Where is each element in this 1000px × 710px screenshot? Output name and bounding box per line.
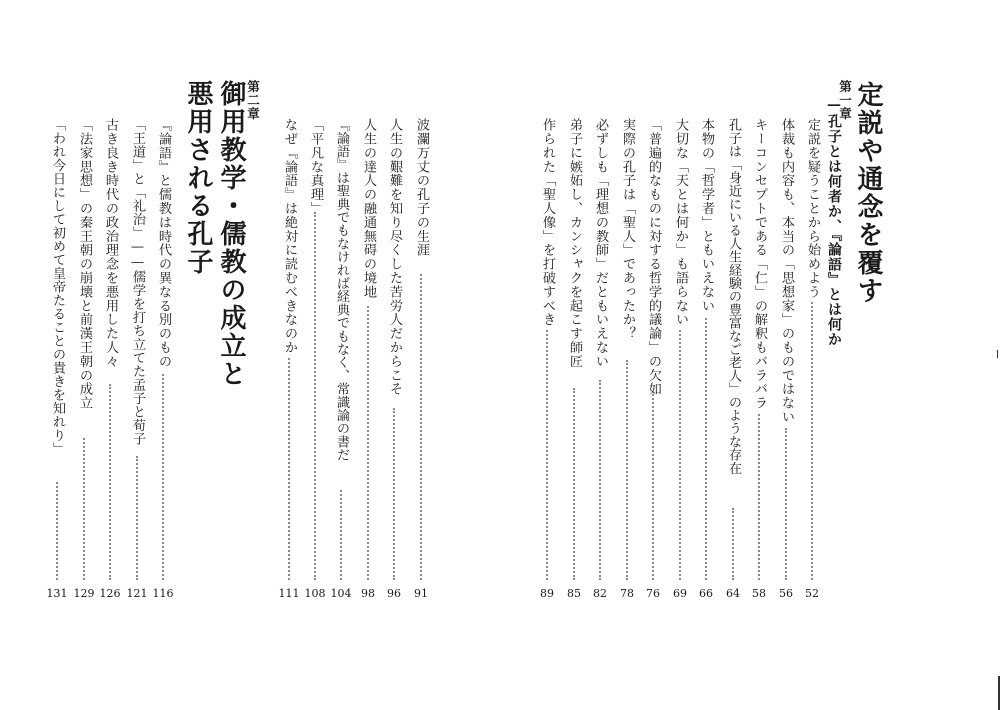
- leader-dots: [785, 428, 787, 580]
- toc-entry-page: 91: [414, 587, 428, 600]
- toc-entry-title: 孔子は「身近にいる人生経験の豊富なご老人」のような存在: [726, 118, 741, 475]
- leader-dots: [732, 508, 734, 580]
- toc-entry[interactable]: [617, 118, 637, 600]
- toc-entry-title: 必ずしも「理想の教師」だともいえない: [593, 118, 608, 369]
- crop-mark: [997, 350, 998, 358]
- chapter-2-title-line-2: 悪用される孔子: [183, 80, 213, 276]
- toc-entry[interactable]: [384, 118, 404, 600]
- toc-entry-title: 実際の孔子は「聖人」であったか？: [620, 118, 635, 341]
- toc-entry-title: 『論語』と儒教は時代の異なる別のもの: [156, 118, 171, 369]
- toc-entry[interactable]: [100, 118, 120, 600]
- toc-entry-title: 作られた「聖人像」を打破すべき: [540, 118, 555, 327]
- toc-entry-page: 64: [726, 587, 740, 600]
- toc-entry-title: 古き良き時代の政治理念を悪用した人々: [103, 118, 118, 369]
- toc-entry[interactable]: [802, 118, 822, 600]
- toc-entry-title: 人生の達人の融通無碍の境地: [361, 118, 376, 299]
- toc-entry-page: 121: [126, 587, 148, 600]
- toc-entry-title: 人生の艱難を知り尽くした苦労人だからこそ: [387, 118, 402, 396]
- leader-dots: [546, 330, 548, 580]
- toc-entry-page: 104: [330, 587, 352, 600]
- toc-entry[interactable]: [153, 118, 173, 600]
- toc-entry-page: 131: [46, 587, 68, 600]
- leader-dots: [83, 438, 85, 580]
- toc-entry-page: 108: [304, 587, 326, 600]
- toc-entry-title: 体裁も内容も、本当の「思想家」のものではない: [779, 118, 794, 424]
- toc-entry[interactable]: [331, 118, 351, 600]
- toc-entry[interactable]: [411, 118, 431, 600]
- toc-entry[interactable]: [670, 118, 690, 600]
- toc-entry[interactable]: [776, 118, 796, 600]
- leader-dots: [573, 388, 575, 580]
- toc-entry[interactable]: [564, 118, 584, 600]
- leader-dots: [314, 212, 316, 580]
- chapter-1-title: 定説や通念を覆す: [853, 81, 883, 305]
- toc-entry-page: 52: [805, 587, 819, 600]
- chapter-2-label: 第二章: [245, 80, 261, 121]
- toc-entry-page: 111: [278, 587, 300, 600]
- toc-entry-page: 98: [361, 587, 375, 600]
- toc-entry[interactable]: [537, 118, 557, 600]
- toc-entry-page: 96: [387, 587, 401, 600]
- leader-dots: [811, 302, 813, 580]
- leader-dots: [679, 330, 681, 580]
- toc-entry[interactable]: [47, 118, 67, 600]
- toc-entry-page: 129: [73, 587, 95, 600]
- toc-entry[interactable]: [279, 118, 299, 600]
- toc-entry-page: 69: [673, 587, 687, 600]
- toc-entry-title: 「われ今日にして初めて皇帝たることの貴きを知れり」: [50, 118, 65, 456]
- toc-entry-title: 弟子に嫉妬し、カンシャクを起こす師匠: [567, 118, 582, 369]
- toc-entry-title: 『論語』は聖典でもなければ経典でもなく、常識論の書だ: [334, 118, 349, 462]
- toc-entry-page: 82: [593, 587, 607, 600]
- toc-entry[interactable]: [305, 118, 325, 600]
- leader-dots: [652, 394, 654, 580]
- leader-dots: [599, 380, 601, 580]
- toc-entry[interactable]: [749, 118, 769, 600]
- chapter-2-title-line-1: 御用教学・儒教の成立と: [216, 80, 246, 388]
- toc-entry-page: 89: [540, 587, 554, 600]
- leader-dots: [705, 318, 707, 580]
- toc-entry[interactable]: [74, 118, 94, 600]
- leader-dots: [136, 456, 138, 580]
- toc-entry[interactable]: [723, 118, 743, 600]
- toc-entry-title: 「王道」と「礼治」——儒学を打ち立てた孟子と荀子: [130, 118, 145, 446]
- toc-entry-page: 85: [567, 587, 581, 600]
- leader-dots: [109, 384, 111, 580]
- leader-dots: [56, 482, 58, 580]
- leader-dots: [367, 306, 369, 580]
- toc-entry-title: 大切な「天とは何か」も語らない: [673, 118, 688, 327]
- toc-entry-title: キーコンセプトである「仁」の解釈もバラバラ: [752, 118, 767, 410]
- leader-dots: [340, 490, 342, 580]
- leader-dots: [420, 274, 422, 580]
- toc-entry-page: 116: [152, 587, 174, 600]
- leader-dots: [393, 408, 395, 580]
- leader-dots: [288, 358, 290, 580]
- toc-entry[interactable]: [696, 118, 716, 600]
- toc-entry[interactable]: [358, 118, 378, 600]
- toc-entry[interactable]: [590, 118, 610, 600]
- toc-entry-page: 76: [646, 587, 660, 600]
- chapter-1-subtitle: —孔子とは何者か、『論語』とは何か: [826, 97, 842, 347]
- toc-entry-title: 「法家思想」の秦王朝の崩壊と前漢王朝の成立: [77, 118, 92, 410]
- toc-entry-page: 58: [752, 587, 766, 600]
- toc-entry-title: 「平凡な真理」: [308, 118, 323, 216]
- toc-entry-title: 波瀾万丈の孔子の生涯: [414, 118, 429, 257]
- toc-entry-page: 66: [699, 587, 713, 600]
- toc-entry-page: 126: [99, 587, 121, 600]
- toc-entry-page: 56: [779, 587, 793, 600]
- toc-entry-title: 本物の「哲学者」ともいえない: [699, 118, 714, 313]
- leader-dots: [162, 374, 164, 580]
- toc-entry-title: 定説を疑うことから始めよう: [805, 118, 820, 299]
- leader-dots: [758, 414, 760, 580]
- toc-entry[interactable]: [127, 118, 147, 600]
- toc-entry-title: 「普遍的なものに対する哲学的議論」の欠如: [646, 118, 661, 396]
- toc-entry-title: なぜ『論語』は絶対に読むべきなのか: [282, 118, 297, 355]
- toc-entry[interactable]: [643, 118, 663, 600]
- leader-dots: [626, 360, 628, 580]
- toc-entry-page: 78: [620, 587, 634, 600]
- chapter-1-label: 第一章: [837, 80, 853, 121]
